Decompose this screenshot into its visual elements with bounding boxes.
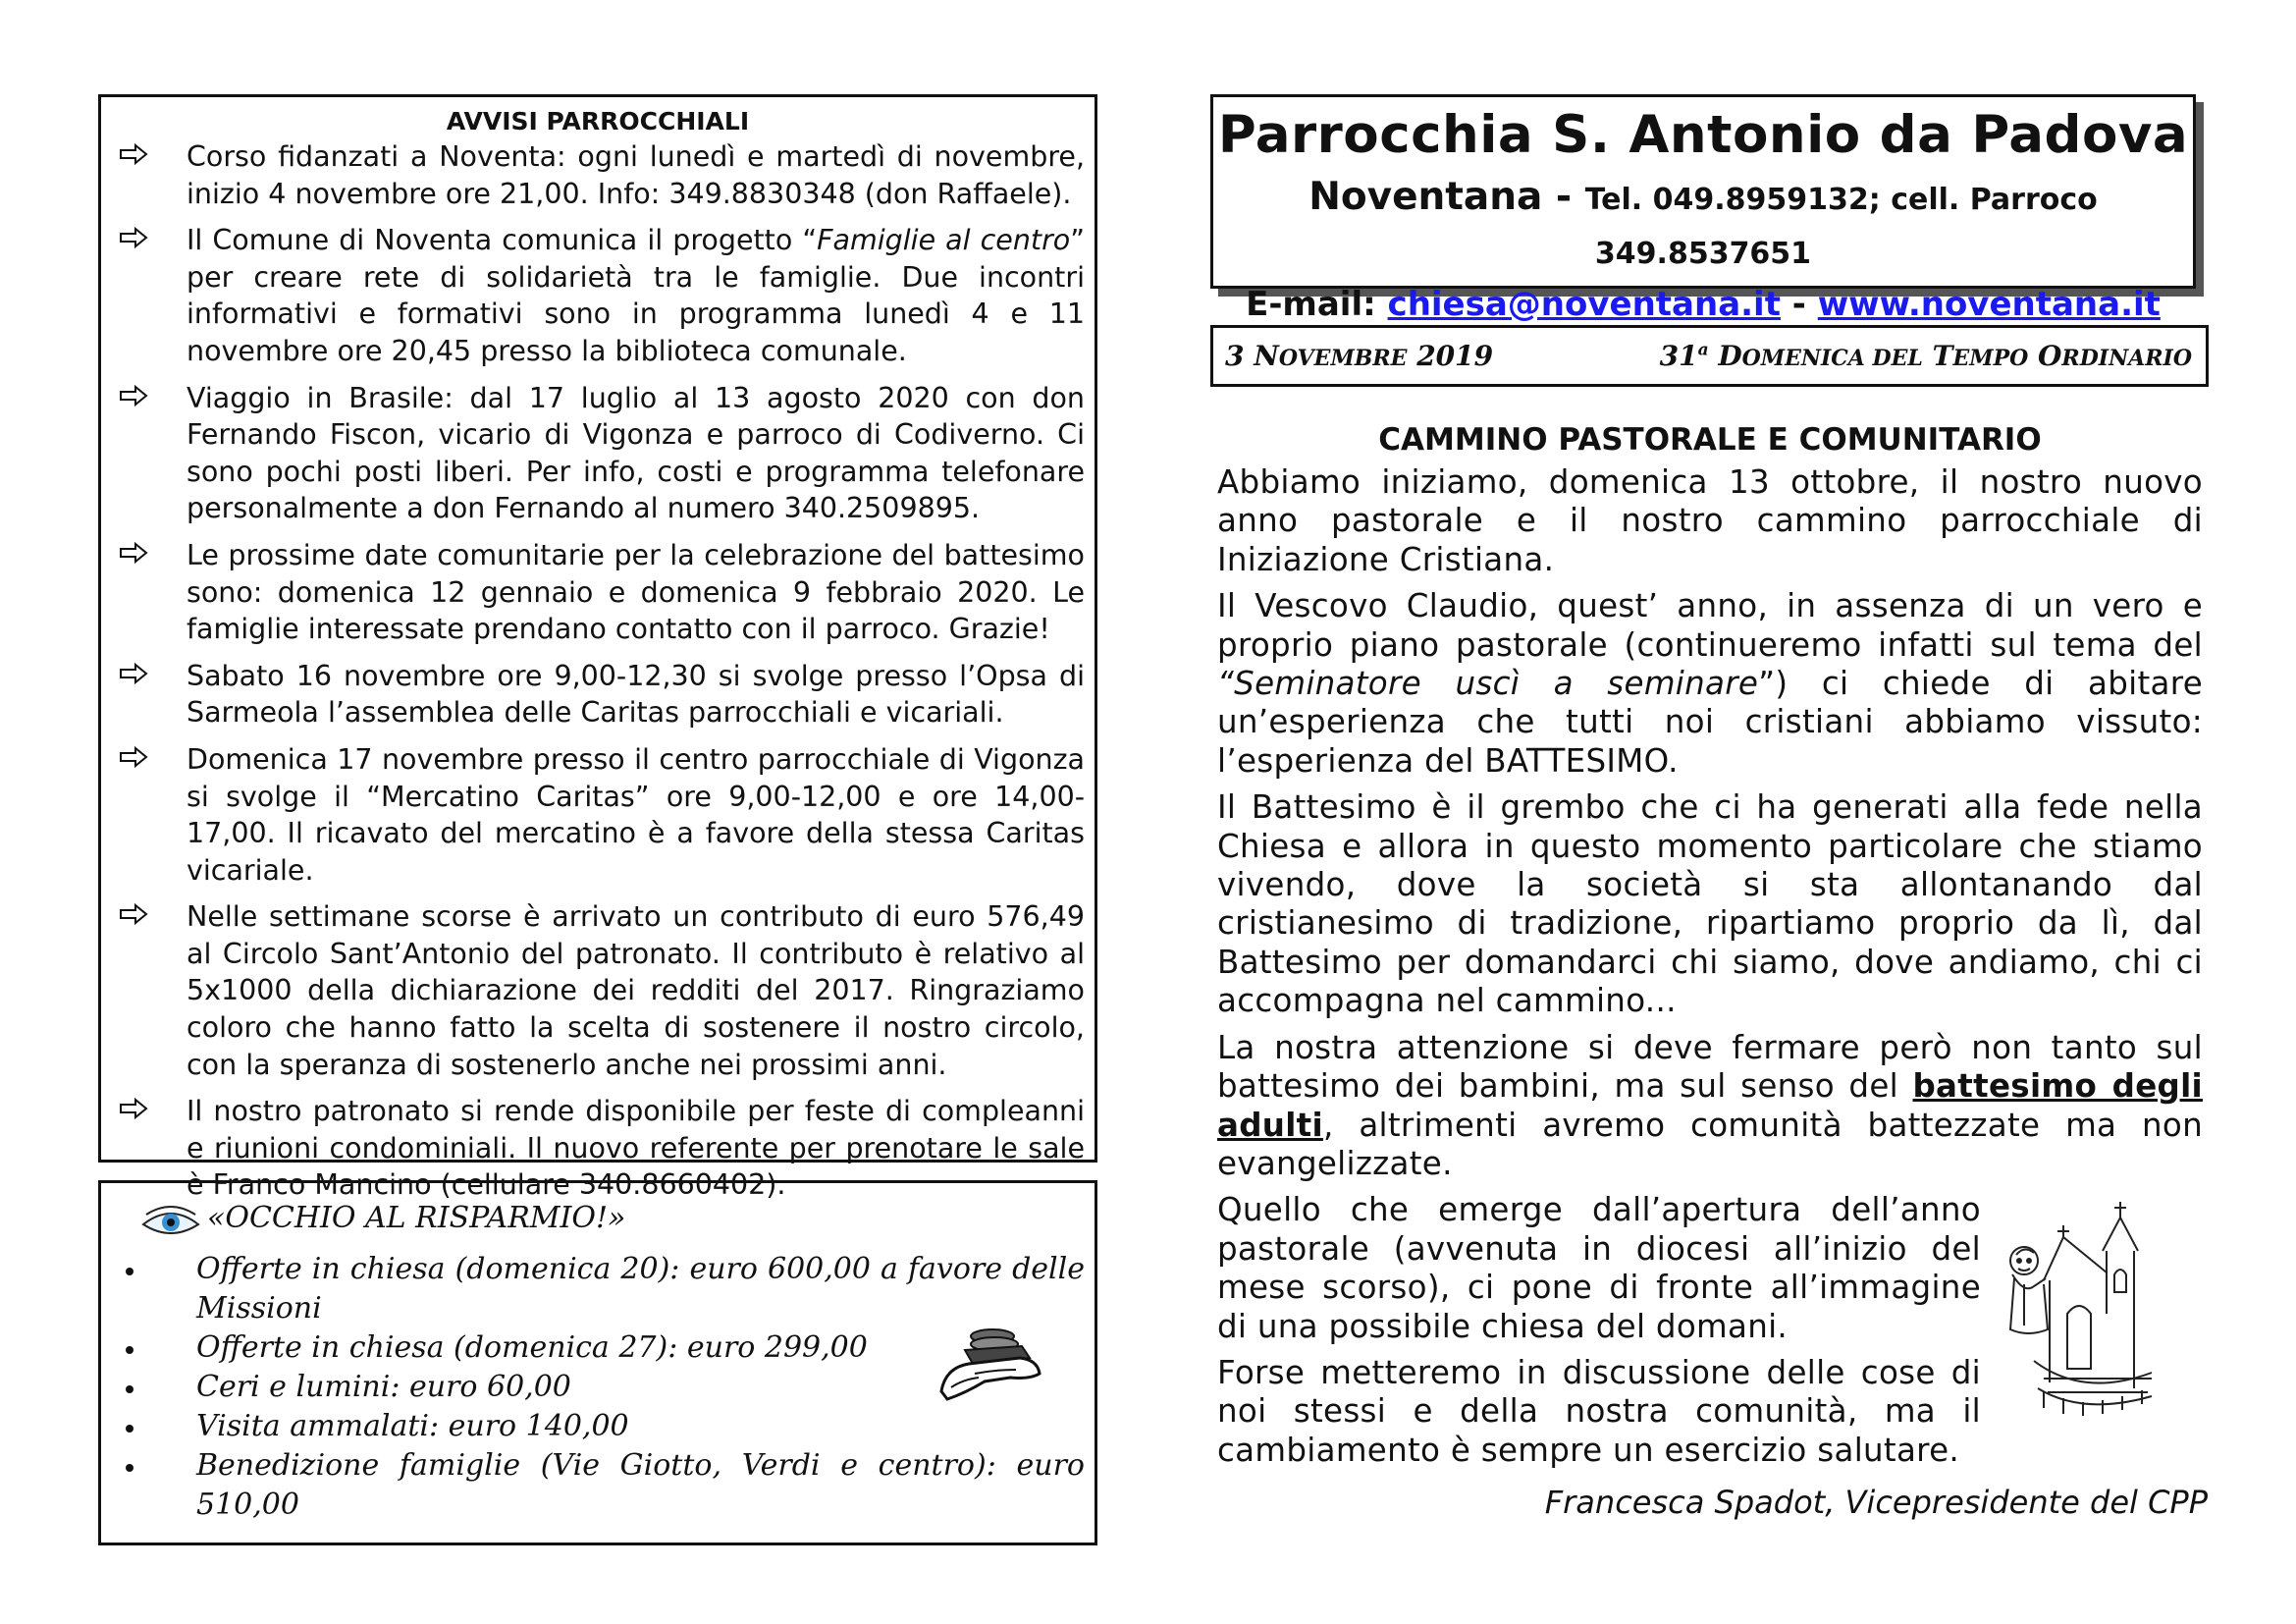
church-priest-icon — [2004, 1196, 2162, 1418]
right-arrow-icon — [119, 227, 148, 248]
avvisi-text: Sabato 16 novembre ore 9,00-12,30 si svolge presso l’Opsa di Sarmeola l’assemblea delle Caritas parrocchiali e vicariali. — [187, 659, 1085, 730]
avvisi-list — [111, 138, 1085, 1204]
parish-contacts — [1213, 172, 2193, 280]
avvisi-text: Corso fidanzati a Noventa: ogni lunedì e martedì di novembre, inizio 4 novembre ore 21,00. Info: 349.8830348 (don Raffaele). — [187, 140, 1085, 210]
avvisi-text: Le prossime date comunitarie per la celebrazione del battesimo sono: domenica 12 gennaio e domenica 9 febbraio 2020. Le famiglie interessate prendano contatto con il parroco. Grazie! — [187, 538, 1085, 646]
avvisi-text: Il Comune di Noventa comunica il progetto “Famiglie al centro” per creare rete di solidarietà tra le famiglie. Due incontri informativi e formativi sono in programma lunedì 4 e 11 novembre ore 20,45 presso la biblioteca comunale. — [187, 224, 1085, 367]
right-arrow-icon — [119, 746, 148, 768]
right-arrow-icon — [119, 663, 148, 684]
parish-title: Parrocchia S. Antonio da Padova — [1217, 105, 2189, 165]
risparmio-text: Visita ammalati: euro 140,00 — [196, 1409, 629, 1443]
list-item — [111, 1446, 1085, 1525]
parish-web — [1213, 280, 2193, 329]
parish-place: Noventana - — [1308, 175, 1585, 219]
list-item — [111, 1250, 1085, 1328]
risparmio-text: Ceri e lumini: euro 60,00 — [196, 1370, 571, 1404]
right-arrow-icon — [119, 385, 148, 406]
article-paragraph: Abbiamo iniziamo, domenica 13 ottobre, il nostro nuovo anno pastorale e il nostro cammino parrocchiale di Iniziazione Cristiana. — [1217, 463, 2203, 578]
avvisi-text: Nelle settimane scorse è arrivato un contributo di euro 576,49 al Circolo Sant’Antonio del patronato. Il contributo è relativo al 5x1000 della dichiarazione dei redditi del 2017. Ringraziamo coloro che hanno fatto la scelta di sostenere il nostro circolo, con la speranza di sostenerlo anche nei prossimi anni. — [187, 900, 1085, 1081]
list-item — [111, 1407, 1085, 1446]
article-paragraph: Il Vescovo Claudio, quest’ anno, in assenza di un vero e proprio piano pastorale (continueremo infatti sul tema del “Seminatore uscì a seminare”) ci chiede di abitare un’esperienza che tutti noi cristiani abbiamo vissuto: l’esperienza del BATTESIMO. — [1217, 587, 2203, 780]
article-paragraph: La nostra attenzione si deve fermare però non tanto sul battesimo dei bambini, ma sul senso del battesimo degli adulti, altrimenti avremo comunità battezzate ma non evangelizzate. — [1217, 1028, 2203, 1182]
list-item — [111, 222, 1085, 369]
list-item — [111, 537, 1085, 648]
risparmio-text: Offerte in chiesa (domenica 27): euro 299,00 — [196, 1330, 868, 1365]
parish-header — [1210, 94, 2196, 324]
date-bar — [1210, 325, 2209, 387]
list-item — [111, 658, 1085, 731]
email-label: E-mail: — [1246, 285, 1388, 324]
right-arrow-icon — [119, 903, 148, 925]
avvisi-text: Domenica 17 novembre presso il centro parrocchiale di Vigonza si svolge il “Mercatino Caritas” ore 9,00-12,00 e ore 14,00-17,00. Il ricavato del mercatino è a favore della stessa Caritas vicariale. — [187, 742, 1085, 887]
avvisi-text: Viaggio in Brasile: dal 17 luglio al 13 agosto 2020 con don Fernando Fiscon, vicario di Vigonza e parroco di Codiverno. Ci sono pochi posti liberi. Per info, costi e programma telefonare personalmente a don Fernando al numero 340.2509895. — [187, 381, 1085, 525]
separator: - — [1780, 285, 1818, 324]
liturgical-sunday: 31$^a$ DOMENICA DEL TEMPO ORDINARIO — [1659, 340, 2192, 372]
risparmio-text: Offerte in chiesa (domenica 20): euro 600,00 a favore delle Missioni — [196, 1252, 1085, 1326]
email-link[interactable]: chiesa@noventana.it — [1387, 285, 1781, 324]
avvisi-text: Il nostro patronato si rende disponibile per feste di compleanni e riunioni condominiali. Il nuovo referente per prenotare le sale è Franco Mancino (cellulare 340.8660402). — [187, 1095, 1085, 1202]
right-arrow-icon — [119, 542, 148, 564]
risparmio-text: Benedizione famiglie (Vie Giotto, Verdi e centro): euro 510,00 — [196, 1448, 1085, 1522]
risparmio-header — [111, 1193, 1085, 1250]
website-link[interactable]: www.noventana.it — [1817, 285, 2161, 324]
list-item — [111, 741, 1085, 889]
money-hand-icon — [935, 1323, 1045, 1403]
risparmio-title: «OCCHIO AL RISPARMIO!» — [207, 1201, 626, 1235]
right-arrow-icon — [119, 143, 148, 165]
emphasis-adulti: battesimo degli adulti — [1217, 1067, 2203, 1144]
parish-phones: Tel. 049.8959132; cell. Parroco 349.8537651 — [1584, 183, 2098, 271]
signature: Francesca Spadot, Vicepresidente del CPP — [1544, 1484, 2208, 1521]
avvisi-title: AVVISI PARROCCHIALI — [446, 107, 750, 135]
avvisi-box — [98, 94, 1097, 1202]
article-paragraph: Quello che emerge dall’apertura dell’anno pastorale (avvenuta in diocesi all’inizio del mese scorso), ci pone di fronte all’immagine di una possibile chiesa del domani. — [1217, 1191, 1981, 1345]
article-title: CAMMINO PASTORALE E COMUNITARIO — [1378, 422, 2042, 458]
right-arrow-icon — [119, 1098, 148, 1119]
list-item — [111, 138, 1085, 212]
article-paragraph: Forse metteremo in discussione delle cose di noi stessi e della nostra comunità, ma il cambiamento è sempre un esercizio salutare. — [1217, 1353, 1981, 1469]
list-item — [111, 380, 1085, 527]
article-paragraph: Il Battesimo è il grembo che ci ha generati alla fede nella Chiesa e allora in questo momento particolare che stiamo vivendo, dove la società si sta allontanando dal cristianesimo di tradizione, ripartiamo proprio da lì, dal Battesimo per domandarci chi siamo, dove andiamo, chi ci accompagna nel cammino... — [1217, 788, 2203, 1020]
issue-date: 3 NOVEMBRE 2019 — [1225, 340, 1494, 372]
risparmio-box — [98, 1180, 1097, 1545]
eye-icon — [140, 1205, 201, 1240]
list-item — [111, 898, 1085, 1083]
